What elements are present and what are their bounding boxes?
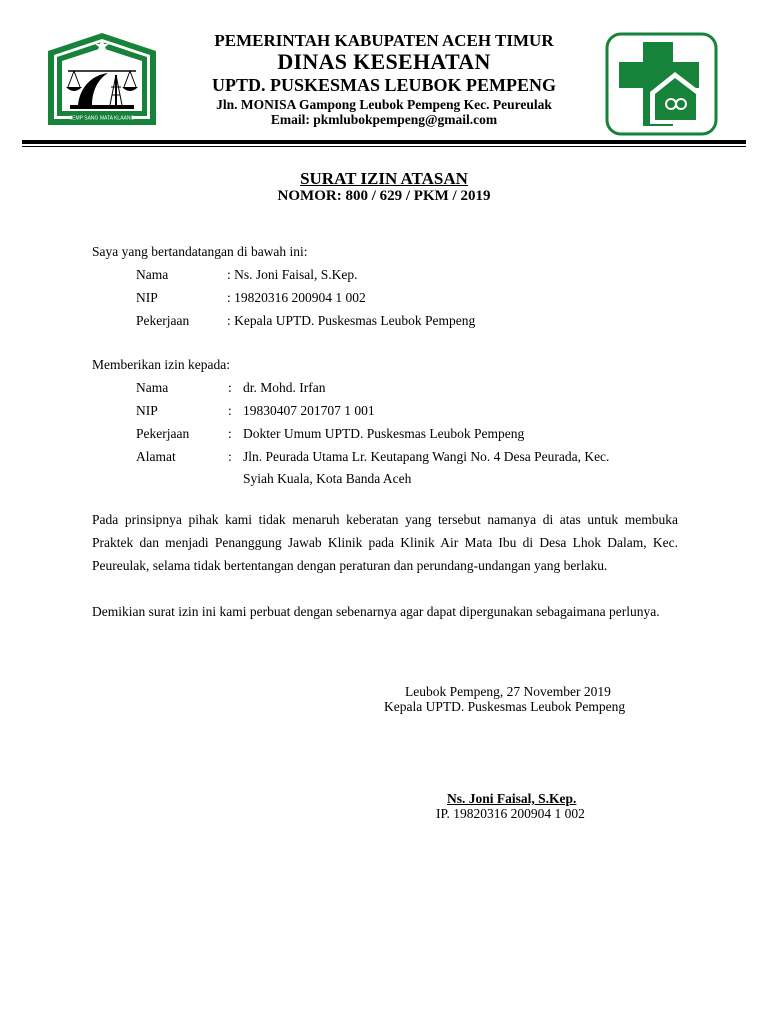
kop-government: PEMERINTAH KABUPATEN ACEH TIMUR [214,31,554,50]
grantor-intro: Saya yang bertandatangan di bawah ini: [92,244,308,259]
body-paragraph-2: Demikian surat izin ini kami perbuat dengan sebenarnya agar dapat dipergunakan sebagaimana perlunya. [92,604,660,619]
grantee-label-pekerjaan: Pekerjaan [136,426,190,441]
letter-title: SURAT IZIN ATASAN [300,169,468,188]
signature-position: Kepala UPTD. Puskesmas Leubok Pempeng [384,699,626,714]
grantee-value-nip: 19830407 201707 1 001 [243,403,375,418]
grantor-label-nama: Nama [136,267,169,282]
grantor-label-nip: NIP [136,290,158,305]
grantee-intro: Memberikan izin kepada: [92,357,230,372]
kop-email: Email: pkmlubokpempeng@gmail.com [270,112,498,127]
grantor-label-pekerjaan: Pekerjaan [136,313,190,328]
grantee-colon-nama: : [228,380,232,395]
grantor-value-pekerjaan: : Kepala UPTD. Puskesmas Leubok Pempeng [227,313,476,328]
kop-address: Jln. MONISA Gampong Leubok Pempeng Kec. Peureulak [216,97,552,112]
grantor-value-nama: : Ns. Joni Faisal, S.Kep. [227,267,358,282]
signature-nip: IP. 19820316 200904 1 002 [436,806,585,821]
aceh-timur-emblem-icon [46,31,158,127]
signature-name: Ns. Joni Faisal, S.Kep. [447,791,577,806]
signature-place-date: Leubok Pempeng, 27 November 2019 [405,684,611,699]
grantee-label-nama: Nama [136,380,169,395]
body-paragraph-1: Pada prinsipnya pihak kami tidak menaruh keberatan yang tersebut namanya di atas untuk membuka Praktek dan menjadi Penanggung Jawab Klinik pada Klinik Air Mata Ibu di Desa Lhok Dalam, Kec. Peureulak, selama tidak bertentangan dengan peraturan dan perundang-undangan yang berlaku. [92,512,678,573]
grantee-colon-nip: : [228,403,232,418]
grantee-value-nama: dr. Mohd. Irfan [243,380,326,395]
header-rule-thick [22,140,746,144]
grantee-value-alamat-cont: Syiah Kuala, Kota Banda Aceh [243,471,412,486]
grantor-value-nip: : 19820316 200904 1 002 [227,290,366,305]
kop-unit: UPTD. PUSKESMAS LEUBOK PEMPENG [211,75,557,95]
grantee-value-pekerjaan: Dokter Umum UPTD. Puskesmas Leubok Pempeng [243,426,525,441]
grantee-label-nip: NIP [136,403,158,418]
emblem-motto: JEMP SANG MATA KLAANG [69,115,135,122]
grantee-colon-pekerjaan: : [228,426,232,441]
grantee-value-alamat: Jln. Peurada Utama Lr. Keutapang Wangi No. 4 Desa Peurada, Kec. [243,449,610,464]
kop-agency: DINAS KESEHATAN [277,49,491,74]
puskesmas-logo-icon [605,32,718,136]
header-rule-thin [22,146,746,147]
letter-number: NOMOR: 800 / 629 / PKM / 2019 [277,188,491,204]
grantee-colon-alamat: : [228,449,232,464]
grantee-label-alamat: Alamat [136,449,176,464]
